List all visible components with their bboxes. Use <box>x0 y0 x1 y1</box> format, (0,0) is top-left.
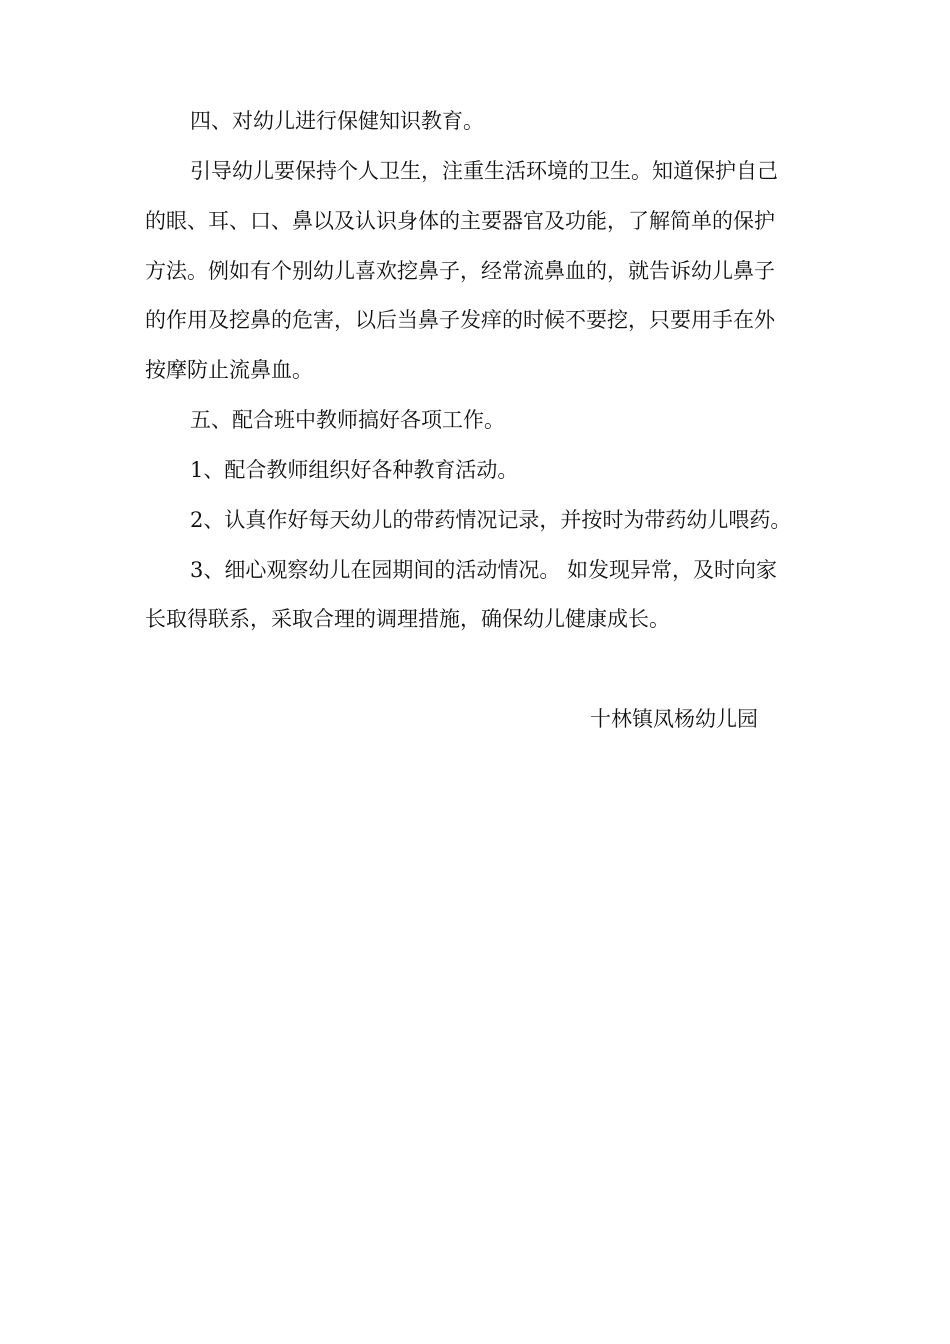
section-4-paragraph-line-2: 的眼、耳、口、鼻以及认识身体的主要器官及功能，了解简单的保护 <box>145 209 775 233</box>
section-4-paragraph-line-5: 按摩防止流鼻血。 <box>145 358 313 382</box>
section-4-paragraph-line-3: 方法。例如有个别幼儿喜欢挖鼻子，经常流鼻血的，就告诉幼儿鼻子 <box>145 259 775 283</box>
signature: 十林镇凤杨幼儿园 <box>590 707 758 731</box>
section-4-paragraph-line-1: 引导幼儿要保持个人卫生，注重生活环境的卫生。知道保护自己 <box>190 159 778 183</box>
list-item-2: 2、认真作好每天幼儿的带药情况记录，并按时为带药幼儿喂药。 <box>190 508 792 532</box>
section-5-heading: 五、配合班中教师搞好各项工作。 <box>190 408 505 432</box>
list-item-1: 1、配合教师组织好各种教育活动。 <box>190 458 519 482</box>
list-item-3-line-1: 3、细心观察幼儿在园期间的活动情况。 如发现异常，及时向家 <box>190 558 778 582</box>
section-4-heading: 四、对幼儿进行保健知识教育。 <box>190 109 484 133</box>
list-item-3-line-2: 长取得联系，采取合理的调理措施，确保幼儿健康成长。 <box>145 607 670 631</box>
section-4-paragraph-line-4: 的作用及挖鼻的危害，以后当鼻子发痒的时候不要挖，只要用手在外 <box>145 308 775 332</box>
